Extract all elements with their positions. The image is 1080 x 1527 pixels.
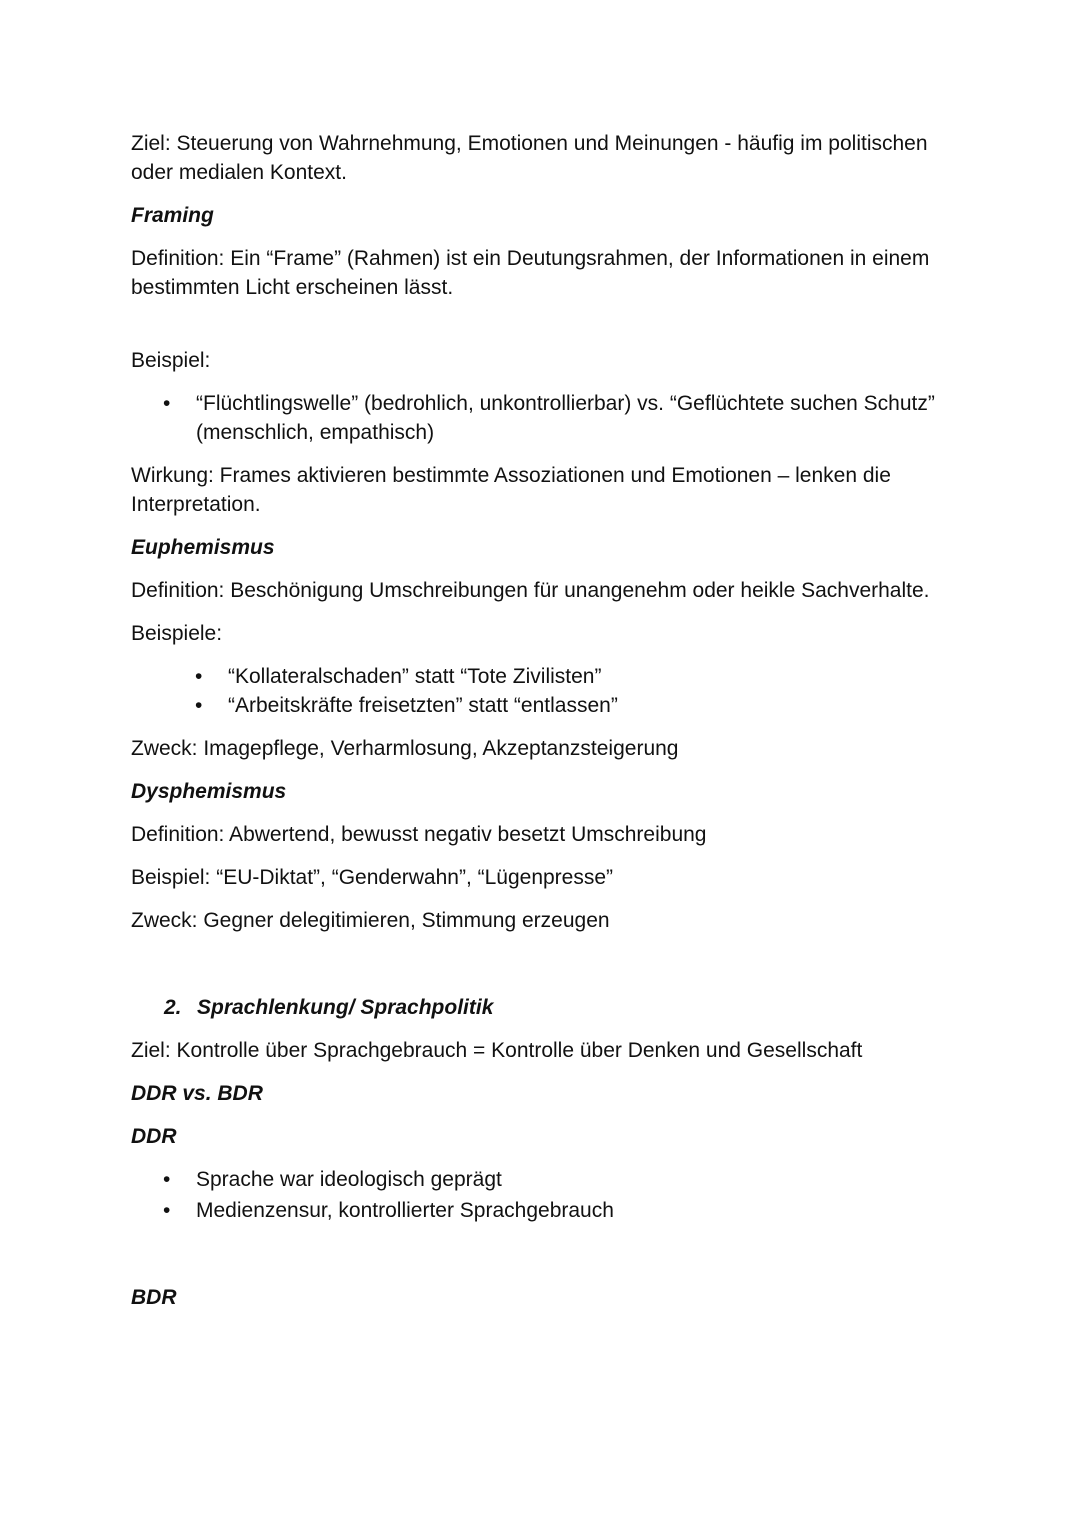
dysphemismus-purpose: Zweck: Gegner delegitimieren, Stimmung erzeugen [131, 909, 610, 932]
list-item: • “Arbeitskräfte freisetzten” statt “entlassen” [131, 691, 951, 720]
framing-example-label: Beispiel: [131, 349, 211, 372]
dysphemismus-definition: Definition: Abwertend, bewusst negativ besetzt Umschreibung [131, 823, 707, 846]
section-number: 2. [164, 996, 182, 1019]
list-item: • Sprache war ideologisch geprägt [131, 1165, 951, 1194]
dysphemismus-heading: Dysphemismus [131, 780, 287, 803]
euphemismus-purpose: Zweck: Imagepflege, Verharmlosung, Akzeptanzsteigerung [131, 737, 679, 760]
document-page [131, 129, 951, 1326]
section-2-heading [131, 993, 951, 1022]
bdr-heading: BDR [131, 1286, 177, 1309]
dysphemismus-example: Beispiel: “EU-Diktat”, “Genderwahn”, “Lügenpresse” [131, 866, 614, 889]
section-2-goal: Ziel: Kontrolle über Sprachgebrauch = Kontrolle über Denken und Gesellschaft [131, 1039, 863, 1062]
ddr-heading: DDR [131, 1125, 177, 1148]
section-title: Sprachlenkung/ Sprachpolitik [197, 996, 494, 1019]
ddr-vs-bdr-heading: DDR vs. BDR [131, 1082, 263, 1105]
framing-heading: Framing [131, 204, 214, 227]
ddr-list [131, 1165, 951, 1225]
euphemismus-example-label: Beispiele: [131, 622, 223, 645]
euphemismus-definition: Definition: Beschönigung Umschreibungen für unangenehm oder heikle Sachverhalte. [131, 579, 930, 602]
framing-definition: Definition: Ein “Frame” (Rahmen) ist ein Deutungsrahmen, der Informationen in einem bestimmten Licht erscheinen lässt. [131, 247, 930, 299]
blank-line [131, 949, 951, 993]
framing-example-list [131, 389, 951, 447]
list-item: • “Flüchtlingswelle” (bedrohlich, unkontrollierbar) vs. “Geflüchtete suchen Schutz” (menschlich, empathisch) [131, 389, 951, 447]
list-item: • “Kollateralschaden” statt “Tote Zivilisten” [131, 662, 951, 691]
list-item: • Medienzensur, kontrollierter Sprachgebrauch [131, 1196, 951, 1225]
blank-line [131, 1239, 951, 1283]
euphemismus-heading: Euphemismus [131, 536, 275, 559]
framing-effect: Wirkung: Frames aktivieren bestimmte Assoziationen und Emotionen – lenken die Interpretation. [131, 464, 891, 516]
intro-goal: Ziel: Steuerung von Wahrnehmung, Emotionen und Meinungen - häufig im politischen oder medialen Kontext. [131, 132, 928, 184]
euphemismus-example-list [131, 662, 951, 720]
blank-line [131, 316, 951, 346]
